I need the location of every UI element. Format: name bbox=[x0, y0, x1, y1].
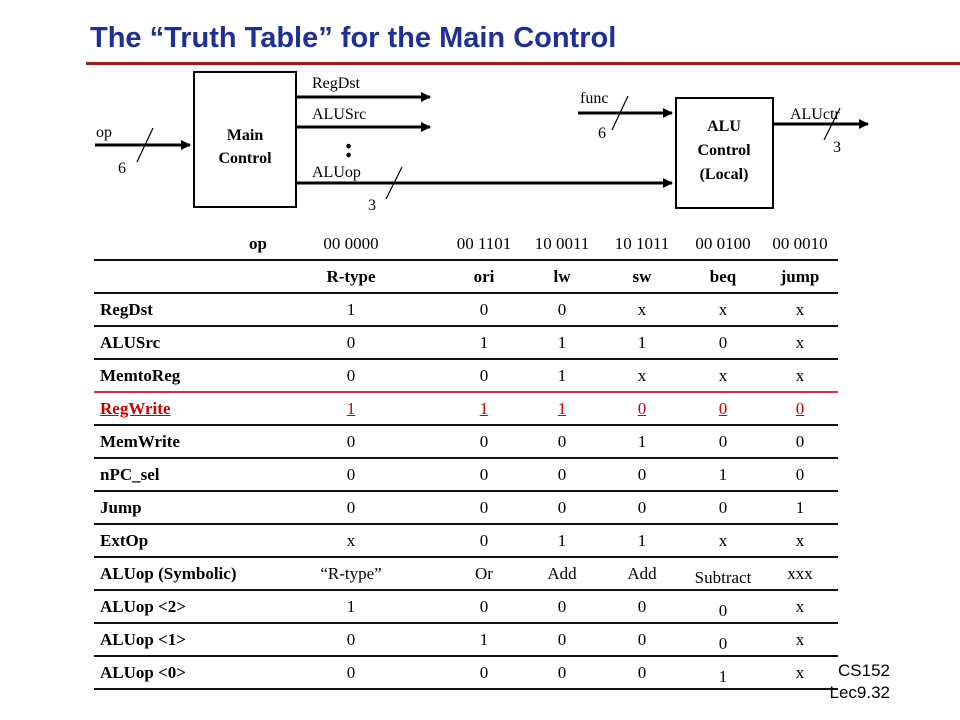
row-label: ALUSrc bbox=[100, 333, 161, 352]
value-cell: x bbox=[795, 597, 805, 616]
value-cell: 1 bbox=[795, 498, 805, 517]
opcode-cell: 00 1101 bbox=[456, 234, 512, 253]
table-row-memwrite bbox=[94, 426, 838, 459]
row-label: ALUop <2> bbox=[100, 597, 186, 616]
value-cell: 0 bbox=[795, 465, 805, 484]
row-label: ExtOp bbox=[100, 531, 149, 550]
value-cell: x bbox=[795, 333, 805, 352]
table-row-regwrite bbox=[94, 393, 838, 426]
control-block-diagram bbox=[0, 0, 960, 225]
value-cell: 0 bbox=[479, 366, 489, 385]
regdst-output-label: RegDst bbox=[312, 75, 360, 92]
row-label: ALUop <1> bbox=[100, 630, 186, 649]
more-signals-ellipsis: : bbox=[344, 133, 354, 164]
row-label: MemtoReg bbox=[100, 366, 181, 385]
row-label: ALUop (Symbolic) bbox=[100, 564, 237, 583]
value-cell: 1 bbox=[346, 300, 356, 319]
instruction-cell: sw bbox=[632, 267, 652, 286]
value-cell: 0 bbox=[637, 465, 647, 484]
alu-control-label-line2: Control bbox=[697, 142, 751, 159]
opcode-cell: 10 0011 bbox=[534, 234, 590, 253]
table-row-opcodes bbox=[94, 228, 838, 261]
value-cell: 0 bbox=[346, 498, 356, 517]
value-cell: x bbox=[718, 366, 728, 385]
value-cell: 1 bbox=[557, 366, 567, 385]
alusrc-output-label: ALUSrc bbox=[312, 106, 367, 123]
row-label: ALUop <0> bbox=[100, 663, 186, 682]
alu-control-label-line3: (Local) bbox=[699, 166, 749, 183]
value-cell: 0 bbox=[479, 597, 489, 616]
value-cell: x bbox=[346, 531, 356, 550]
opcode-cell: 00 0100 bbox=[695, 234, 751, 253]
value-cell: 0 bbox=[557, 432, 567, 451]
row-label: MemWrite bbox=[100, 432, 180, 451]
value-cell: x bbox=[718, 531, 728, 550]
value-cell: 1 bbox=[718, 465, 728, 484]
value-cell: 1 bbox=[637, 432, 647, 451]
value-cell: 0 bbox=[557, 300, 567, 319]
value-cell: 0 bbox=[718, 399, 728, 418]
value-cell: 0 bbox=[346, 333, 356, 352]
instruction-cell: R-type bbox=[326, 267, 376, 286]
value-cell: 0 bbox=[557, 498, 567, 517]
value-cell: 0 bbox=[718, 498, 728, 517]
value-cell: 0 bbox=[718, 333, 728, 352]
value-cell: xxx bbox=[787, 564, 813, 583]
instruction-cell: jump bbox=[780, 267, 820, 286]
value-cell: “R-type” bbox=[320, 564, 382, 583]
table-row-npc-sel bbox=[94, 459, 838, 492]
value-cell: 0 bbox=[637, 399, 647, 418]
value-cell: x bbox=[637, 300, 647, 319]
aluop-output-label: ALUop bbox=[312, 164, 361, 181]
value-cell: Add bbox=[627, 564, 657, 583]
value-cell: 1 bbox=[718, 667, 728, 686]
value-cell: 1 bbox=[557, 333, 567, 352]
value-cell: 1 bbox=[637, 531, 647, 550]
value-cell: 1 bbox=[479, 333, 489, 352]
value-cell: 1 bbox=[557, 399, 567, 418]
table-row-aluop-2 bbox=[94, 591, 838, 624]
aluctr-output-label: ALUctr bbox=[790, 106, 840, 123]
value-cell: x bbox=[637, 366, 647, 385]
table-row-memtoreg bbox=[94, 360, 838, 393]
truth-table bbox=[94, 228, 838, 690]
main-control-label-line2: Control bbox=[218, 150, 272, 167]
value-cell: 0 bbox=[479, 432, 489, 451]
value-cell: x bbox=[795, 663, 805, 682]
table-row-aluop-0 bbox=[94, 657, 838, 690]
table-row-aluop-1 bbox=[94, 624, 838, 657]
aluctr-width-label: 3 bbox=[833, 139, 841, 156]
value-cell: x bbox=[795, 366, 805, 385]
value-cell: Add bbox=[547, 564, 577, 583]
value-cell: 1 bbox=[479, 399, 489, 418]
value-cell: 0 bbox=[718, 432, 728, 451]
aluop-width-label: 3 bbox=[368, 197, 376, 214]
op-input-label: op bbox=[96, 124, 112, 141]
course-label: CS152 bbox=[838, 661, 890, 680]
table-row-instructions bbox=[94, 261, 838, 294]
main-control-label-line1: Main bbox=[226, 127, 264, 144]
opcode-cell: 00 0000 bbox=[323, 234, 379, 253]
lecture-label: Lec9.32 bbox=[829, 683, 890, 702]
value-cell: 0 bbox=[346, 663, 356, 682]
op-width-label: 6 bbox=[118, 160, 126, 177]
value-cell: 0 bbox=[557, 630, 567, 649]
value-cell: x bbox=[795, 531, 805, 550]
value-cell: 0 bbox=[479, 300, 489, 319]
opcode-cell: 10 1011 bbox=[614, 234, 670, 253]
row-label: Jump bbox=[100, 498, 142, 517]
instruction-cell: ori bbox=[473, 267, 495, 286]
value-cell: x bbox=[795, 300, 805, 319]
value-cell: 1 bbox=[637, 333, 647, 352]
row-label: nPC_sel bbox=[100, 465, 160, 484]
value-cell: Or bbox=[475, 564, 493, 583]
table-row-aluop-symbolic bbox=[94, 558, 838, 591]
value-cell: 0 bbox=[637, 663, 647, 682]
value-cell: 1 bbox=[346, 597, 356, 616]
value-cell: 0 bbox=[479, 498, 489, 517]
value-cell: 0 bbox=[637, 498, 647, 517]
value-cell: 0 bbox=[637, 597, 647, 616]
op-header: op bbox=[249, 234, 267, 253]
value-cell: 0 bbox=[479, 465, 489, 484]
value-cell: 0 bbox=[346, 465, 356, 484]
value-cell: 1 bbox=[479, 630, 489, 649]
alu-control-label-line1: ALU bbox=[707, 118, 741, 135]
value-cell: 0 bbox=[346, 432, 356, 451]
value-cell: 0 bbox=[479, 531, 489, 550]
opcode-cell: 00 0010 bbox=[772, 234, 828, 253]
value-cell: 0 bbox=[346, 630, 356, 649]
table-row-extop bbox=[94, 525, 838, 558]
row-label: RegDst bbox=[100, 300, 153, 319]
value-cell: 0 bbox=[479, 663, 489, 682]
value-cell: 0 bbox=[557, 597, 567, 616]
value-cell: 0 bbox=[718, 601, 728, 620]
value-cell: 0 bbox=[795, 432, 805, 451]
func-input-label: func bbox=[580, 90, 609, 107]
value-cell: 0 bbox=[557, 465, 567, 484]
value-cell: 1 bbox=[346, 399, 356, 418]
value-cell: x bbox=[795, 630, 805, 649]
value-cell: 0 bbox=[718, 634, 728, 653]
table-row-jump bbox=[94, 492, 838, 525]
instruction-cell: lw bbox=[553, 267, 571, 286]
row-label: RegWrite bbox=[100, 399, 171, 418]
value-cell: 0 bbox=[346, 366, 356, 385]
value-cell: 0 bbox=[637, 630, 647, 649]
slide-title: The “Truth Table” for the Main Control bbox=[90, 22, 617, 54]
value-cell: 0 bbox=[557, 663, 567, 682]
value-cell: 1 bbox=[557, 531, 567, 550]
func-width-label: 6 bbox=[598, 125, 606, 142]
instruction-cell: beq bbox=[709, 267, 737, 286]
table-row-alusrc bbox=[94, 327, 838, 360]
value-cell: 0 bbox=[795, 399, 805, 418]
slide-footer bbox=[830, 660, 891, 704]
table-row-regdst bbox=[94, 294, 838, 327]
value-cell: Subtract bbox=[694, 568, 752, 587]
value-cell: x bbox=[718, 300, 728, 319]
